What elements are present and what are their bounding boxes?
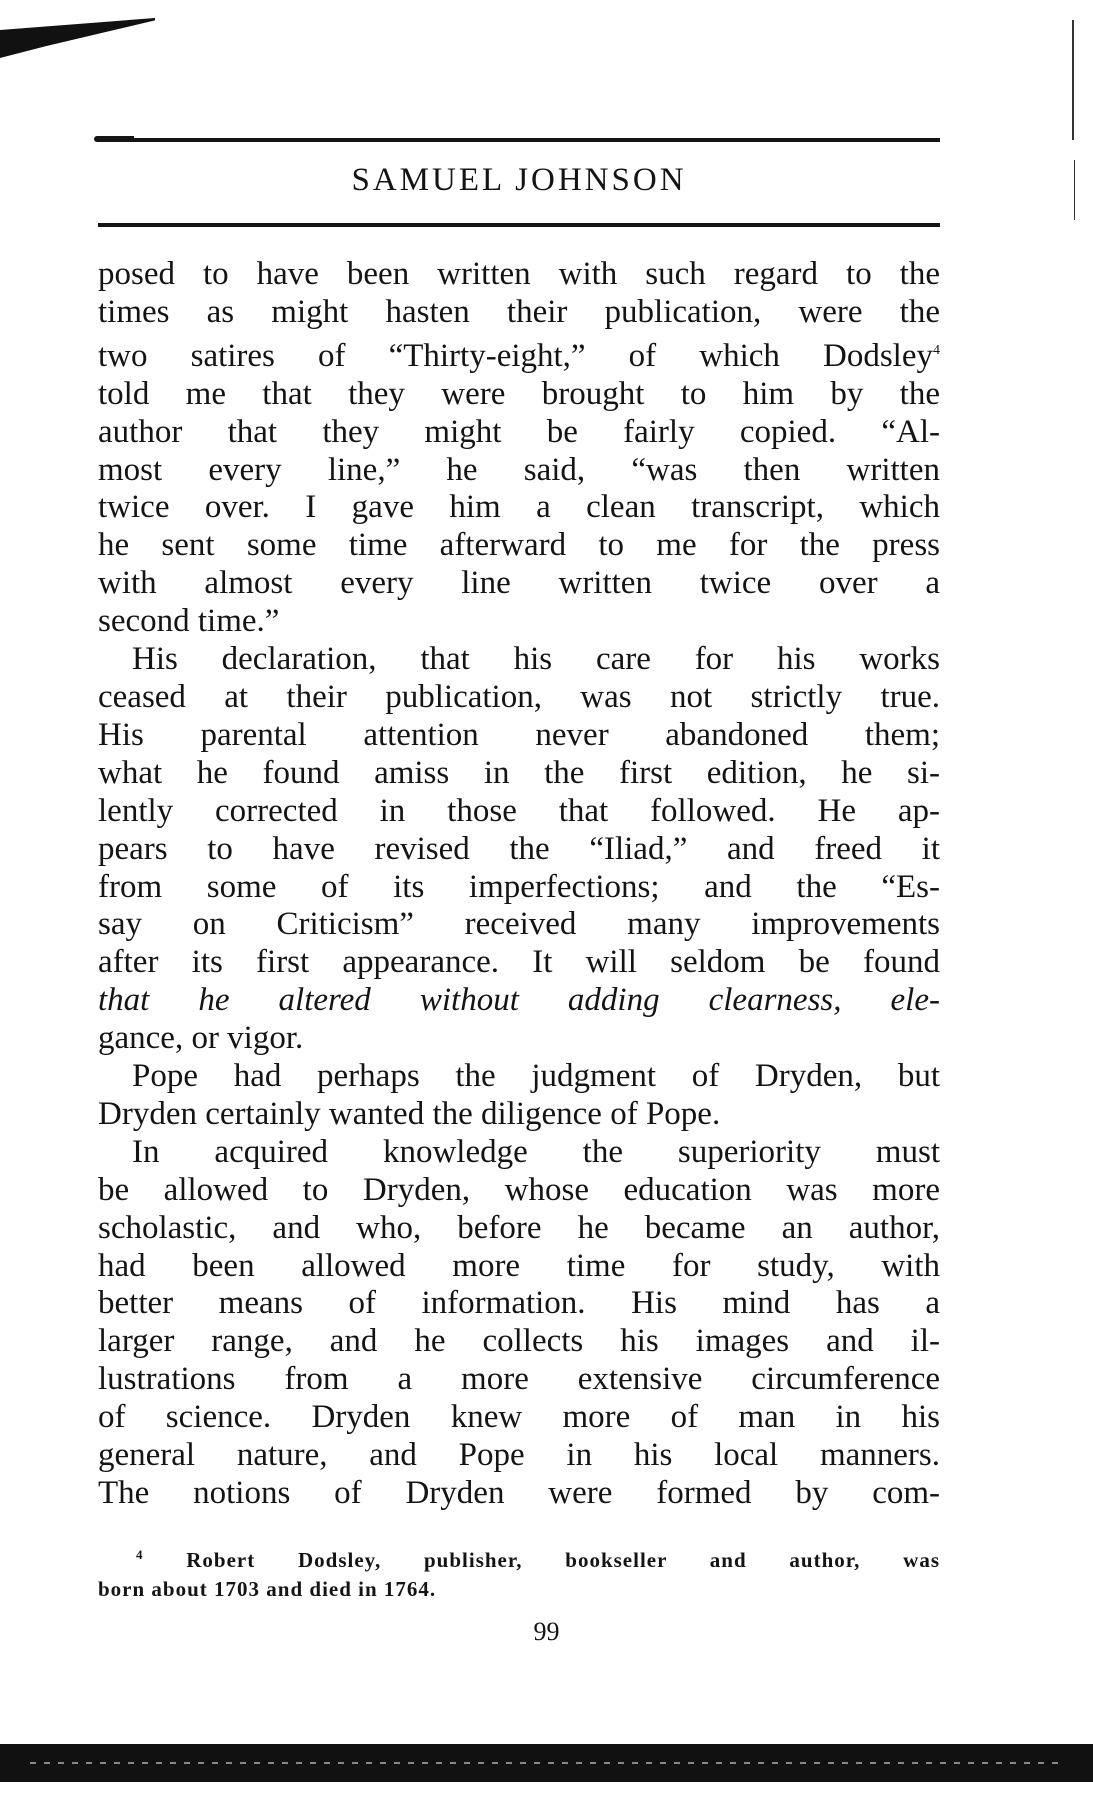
text-line: author that they might be fairly copied. “Al- [98, 413, 940, 450]
text-line: lently corrected in those that followed. He ap- [98, 792, 940, 829]
text-line: scholastic, and who, before he became an author, [98, 1209, 940, 1246]
text-line: better means of information. His mind has a [98, 1285, 940, 1322]
text-line: The notions of Dryden were formed by com- [98, 1475, 940, 1511]
scan-bottom-bar [0, 1744, 1093, 1782]
text-line: His parental attention never abandoned them; [98, 716, 940, 753]
text-line: times as might hasten their publication, were the [98, 293, 940, 330]
text-line: from some of its imperfections; and the “Es- [98, 868, 940, 905]
body-text [98, 256, 940, 1513]
running-head: SAMUEL JOHNSON [351, 162, 687, 198]
text-line: His declaration, that his care for his works [132, 641, 940, 678]
text-line: had been allowed more time for study, with [98, 1247, 940, 1284]
text-line: Pope had perhaps the judgment of Dryden, but [132, 1058, 940, 1095]
text-line: posed to have been written with such regard to the [98, 256, 940, 292]
text-line: be allowed to Dryden, whose education was more [98, 1171, 940, 1208]
footnote-reference: 4 [933, 342, 940, 358]
text-line: told me that they were brought to him by the [98, 375, 940, 412]
text-line: say on Criticism” received many improvements [98, 906, 940, 943]
footnote-marker: 4 [136, 1547, 144, 1562]
text-line: most every line,” he said, “was then written [98, 451, 940, 488]
text-line: that he altered without adding clearness, ele- [98, 982, 940, 1019]
text-line: after its first appearance. It will seldom be found [98, 944, 940, 981]
text-line: lustrations from a more extensive circumference [98, 1361, 940, 1398]
scan-edge-line [1072, 20, 1074, 140]
page-number: 99 [533, 1617, 560, 1646]
footnote-text: Robert Dodsley, publisher, bookseller and author, was [186, 1548, 940, 1572]
text-line: twice over. I gave him a clean transcript, which [98, 489, 940, 526]
text-line: pears to have revised the “Iliad,” and freed it [98, 830, 940, 867]
text-line: what he found amiss in the first edition, he si- [98, 754, 940, 791]
footnote [98, 1540, 940, 1604]
text-line: of science. Dryden knew more of man in his [98, 1399, 940, 1436]
text-line-content: two satires of “Thirty-eight,” of which Dodsley [98, 337, 933, 374]
header-rule-bottom [98, 223, 940, 227]
text-line: he sent some time afterward to me for the press [98, 527, 940, 564]
text-line: Dryden certainly wanted the diligence of Pope. [98, 1095, 721, 1132]
text-line: ceased at their publication, was not strictly true. [98, 678, 940, 715]
text-line: general nature, and Pope in his local manners. [98, 1437, 940, 1474]
text-line [98, 332, 940, 376]
footnote-line: born about 1703 and died in 1764. [98, 1577, 437, 1601]
text-line: with almost every line written twice over a [98, 565, 940, 602]
text-line: gance, or vigor. [98, 1020, 304, 1057]
text-line: larger range, and he collects his images and il- [98, 1323, 940, 1360]
header-rule-top [98, 138, 940, 142]
footnote-line [98, 1540, 940, 1575]
scan-corner-mark [0, 18, 155, 58]
text-line: In acquired knowledge the superiority must [132, 1133, 940, 1170]
text-line: second time.” [98, 603, 280, 640]
scan-edge-line [1074, 160, 1075, 220]
